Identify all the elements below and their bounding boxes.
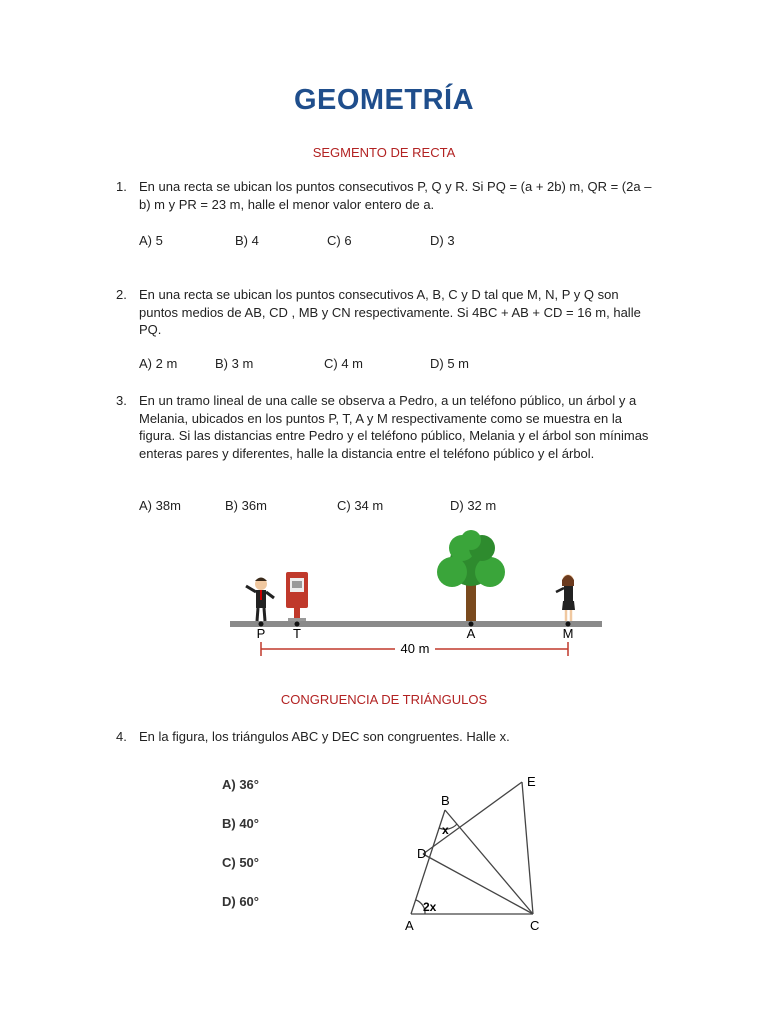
question-number: 4. — [116, 729, 127, 744]
street-figure — [230, 528, 602, 662]
melania-person-icon — [556, 575, 575, 622]
point-label-b: B — [441, 793, 450, 808]
road — [230, 621, 602, 627]
figure-option: B) 40° — [222, 816, 259, 831]
question-text: En la figura, los triángulos ABC y DEC son congruentes. Halle x. — [139, 729, 510, 744]
option: A) 38m — [139, 498, 181, 513]
question-text: En una recta se ubican los puntos consecutivos A, B, C y D tal que M, N, P y Q son puntos medios de AB, CD , MB y CN respectivamente. Si 4BC + AB + CD = 16 m, halle PQ. — [139, 287, 641, 337]
section-heading-congruencia: CONGRUENCIA DE TRIÁNGULOS — [280, 692, 488, 707]
question-number: 2. — [116, 287, 127, 302]
angle-x-label: x — [442, 823, 449, 837]
option: C) 6 — [327, 233, 352, 248]
page-title: GEOMETRÍA — [293, 84, 475, 116]
label-a: A — [466, 626, 476, 641]
distance-label: 40 m — [400, 641, 430, 656]
label-m: M — [562, 626, 574, 641]
question-3 — [116, 392, 656, 462]
question-text: En un tramo lineal de una calle se observa a Pedro, a un teléfono público, un árbol y a Melania, ubicados en los puntos P, T, A y M respectivamente como se muestra en la figura. Si las distancias entre Pedro y el teléfono público, Melania y el árbol son mínimas enteras pares y diferentes, halle la distancia entre el teléfono público y el árbol. — [139, 393, 649, 461]
option: D) 32 m — [450, 498, 497, 513]
figure-option: D) 60° — [222, 894, 259, 909]
option: B) 3 m — [215, 356, 254, 371]
segment-ec — [522, 782, 533, 914]
question-1 — [116, 178, 656, 213]
pedro-person-icon — [246, 578, 274, 622]
option: A) 2 m — [139, 356, 178, 371]
option: B) 36m — [225, 498, 267, 513]
question-4 — [116, 728, 656, 746]
public-phone-icon — [286, 572, 308, 621]
segment-ab — [411, 810, 445, 914]
figure-option: A) 36° — [222, 777, 259, 792]
label-t: T — [293, 626, 301, 641]
triangles-figure — [395, 768, 565, 938]
angle-2x-label: 2x — [423, 900, 437, 914]
segment-dc — [423, 854, 533, 914]
option: A) 5 — [139, 233, 163, 248]
option: C) 4 m — [324, 356, 363, 371]
point-label-e: E — [527, 774, 536, 789]
option: D) 3 — [430, 233, 455, 248]
question-2 — [116, 286, 656, 339]
section-heading-segmento: SEGMENTO DE RECTA — [312, 145, 456, 160]
segment-bc — [445, 810, 533, 914]
option: C) 34 m — [337, 498, 384, 513]
point-label-d: D — [417, 846, 427, 861]
tree-icon — [437, 530, 505, 621]
point-label-c: C — [530, 918, 540, 933]
point-label-a: A — [405, 918, 414, 933]
label-p: P — [256, 626, 266, 641]
figure-option: C) 50° — [222, 855, 259, 870]
option: B) 4 — [235, 233, 259, 248]
question-number: 3. — [116, 393, 127, 408]
question-number: 1. — [116, 179, 127, 194]
option: D) 5 m — [430, 356, 469, 371]
question-text: En una recta se ubican los puntos consecutivos P, Q y R. Si PQ = (a + 2b) m, QR = (2a – b) m y PR = 23 m, halle el menor valor entero de a. — [139, 179, 652, 212]
